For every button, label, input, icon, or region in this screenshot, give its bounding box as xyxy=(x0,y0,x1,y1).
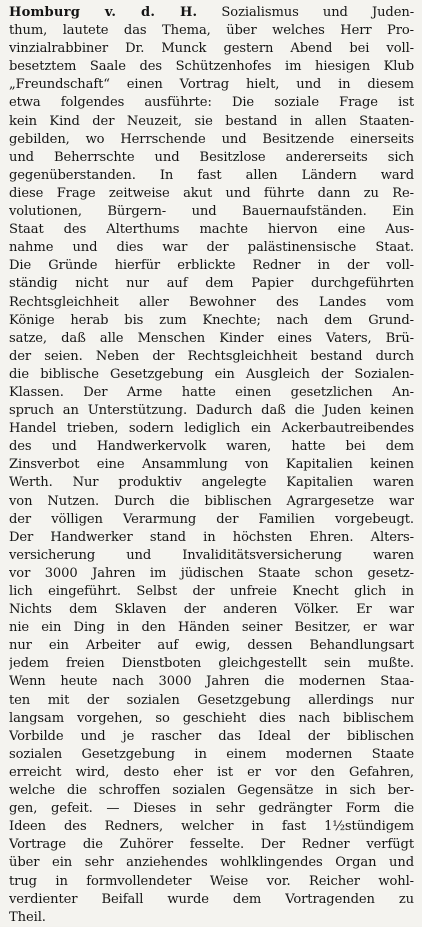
article-line: trug in formvollendeter Weise vor. Reicher wohl- xyxy=(9,873,414,889)
article-line: nur ein Arbeiter auf ewig, dessen Behandlungsart xyxy=(9,638,414,654)
article-line: Wenn heute nach 3000 Jahren die modernen Staa- xyxy=(9,674,414,690)
article-line: verdienter Beifall wurde dem Vortragenden zu xyxy=(9,891,414,907)
article-line: Rechtsgleichheit aller Bewohner des Landes vom xyxy=(9,294,414,310)
article-line: welche die schroffen sozialen Gegensätze in sich ber- xyxy=(9,783,414,799)
article-line: Die Gründe hierfür erblickte Redner in der voll- xyxy=(9,258,414,274)
article-line: Klassen. Der Arme hatte einen gesetzlichen An- xyxy=(9,384,414,400)
article-line: Ideen des Redners, welcher in fast 1½stündigem xyxy=(9,819,414,835)
article-line: und Beherrschte und Besitzlose andererseits sich xyxy=(9,149,414,165)
article-line: die biblische Gesetzgebung ein Ausgleich der Sozialen- xyxy=(9,366,414,382)
article-line: „Freundschaft“ einen Vortrag hielt, und in diesem xyxy=(9,77,414,93)
article-line: sozialen Gesetzgebung in einem modernen Staate xyxy=(9,746,414,762)
article-line: kein Kind der Neuzeit, sie bestand in allen Staaten- xyxy=(9,113,414,129)
article-line: versicherung und Invaliditätsversicherung waren xyxy=(9,547,414,563)
article-line: besetztem Saale des Schützenhofes im hiesigen Klub xyxy=(9,59,414,75)
article-line: vor 3000 Jahren im jüdischen Staate schon gesetz- xyxy=(9,565,414,581)
article-line: Könige herab bis zum Knechte; nach dem Grund- xyxy=(9,312,414,328)
article-line xyxy=(9,4,414,22)
article-line: Zinsverbot eine Ansammlung von Kapitalien keinen xyxy=(9,457,414,473)
article-line: spruch an Unterstützung. Dadurch daß die Juden keinen xyxy=(9,403,414,419)
article-line: gegenüberstanden. In fast allen Ländern ward xyxy=(9,167,414,183)
article-line: vinzialrabbiner Dr. Munck gestern Abend bei voll- xyxy=(9,41,414,57)
article-text xyxy=(9,4,414,927)
article-line: von Nutzen. Durch die biblischen Agrargesetze war xyxy=(9,493,414,509)
article-line: über ein sehr anziehendes wohlklingendes Organ und xyxy=(9,855,414,871)
dateline: Homburg v. d. H. xyxy=(9,5,198,20)
article-line: gen, gefeit. — Dieses in sehr gedrängter Form die xyxy=(9,801,414,817)
article-line: etwa folgendes ausführte: Die soziale Frage ist xyxy=(9,95,414,111)
article-line: volutionen, Bürgern- und Bauernaufständen. Ein xyxy=(9,204,414,220)
article-line: ständig nicht nur auf dem Papier durchgeführten xyxy=(9,276,414,292)
article-line: erreicht wird, desto eher ist er vor den Gefahren, xyxy=(9,764,414,780)
article-line: Staat des Alterthums machte hiervon eine Aus- xyxy=(9,222,414,238)
article-line: satze, daß alle Menschen Kinder eines Vaters, Brü- xyxy=(9,330,414,346)
article-line: Handel trieben, sodern lediglich ein Ackerbautreibendes xyxy=(9,421,414,437)
article-line: lich eingeführt. Selbst der unfreie Knecht glich in xyxy=(9,584,414,599)
article-line: thum, lautete das Thema, über welches Herr Pro- xyxy=(9,23,414,39)
article-line: Nichts dem Sklaven der anderen Völker. Er war xyxy=(9,602,414,618)
article-line: Vortrage die Zuhörer fesselte. Der Redner verfügt xyxy=(9,837,414,853)
article-line: der seien. Neben der Rechtsgleichheit bestand durch xyxy=(9,348,414,364)
article-line: nahme und dies war der palästinensische Staat. xyxy=(9,240,414,256)
article-line: langsam vorgehen, so geschieht dies nach biblischem xyxy=(9,710,414,726)
article-line: nie ein Ding in den Händen seiner Besitzer, er war xyxy=(9,620,414,636)
article-line: Werth. Nur produktiv angelegte Kapitalien waren xyxy=(9,475,414,491)
article-line: ten mit der sozialen Gesetzgebung allerdings nur xyxy=(9,692,414,708)
article-line: der völligen Verarmung der Familien vorgebeugt. xyxy=(9,511,414,527)
article-line: gebilden, wo Herrschende und Besitzende einerseits xyxy=(9,131,414,147)
article-line: Vorbilde und je rascher das Ideal der biblischen xyxy=(9,728,414,744)
article-line: Der Handwerker stand in höchsten Ehren. Alters- xyxy=(9,529,414,545)
article-line: diese Frage zeitweise akut und führte dann zu Re- xyxy=(9,185,414,201)
article-line: jedem freien Dienstboten gleichgestellt sein mußte. xyxy=(9,656,414,672)
article-line: des und Handwerkervolk waren, hatte bei dem xyxy=(9,439,414,455)
article-line-text: Sozialismus und Juden- xyxy=(221,5,414,20)
article-line: Theil. xyxy=(9,909,46,925)
